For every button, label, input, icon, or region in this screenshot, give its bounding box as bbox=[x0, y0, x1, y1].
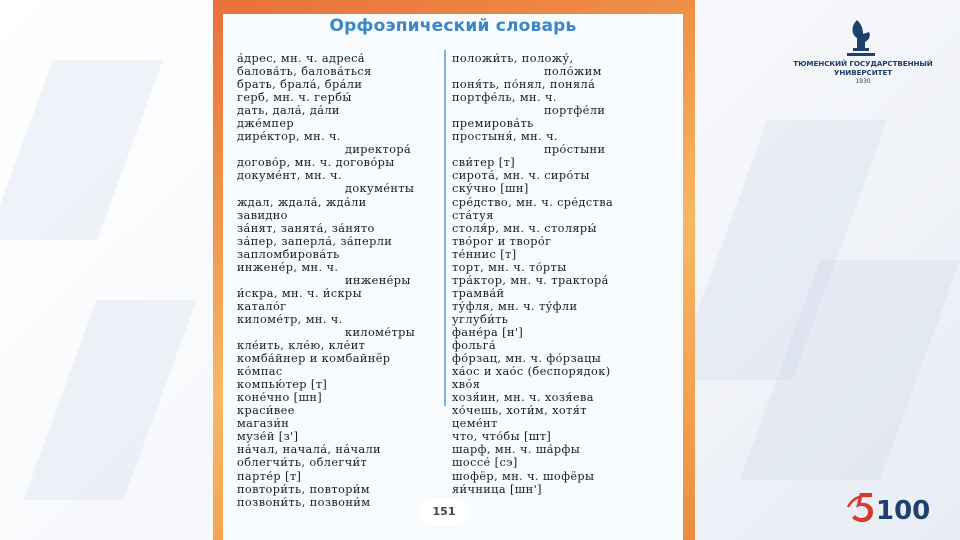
dictionary-entry: трамва́й bbox=[452, 286, 505, 300]
dictionary-entry: запломбирова́ть bbox=[237, 247, 340, 261]
dictionary-entry: поня́ть, по́нял, поняла́ bbox=[452, 78, 596, 92]
dictionary-entry: сре́дство, мн. ч. сре́дства bbox=[452, 195, 614, 209]
dictionary-entry: ста́туя bbox=[452, 208, 494, 222]
dictionary-entry: магази́н bbox=[237, 417, 290, 431]
dictionary-entry: на́чал, начала́, на́чали bbox=[237, 443, 381, 457]
dictionary-entry: ко́мпас bbox=[237, 365, 283, 379]
dictionary-entry: шоссе́ [сэ] bbox=[452, 456, 518, 470]
dictionary-entry: балова́ть, балова́ться bbox=[237, 65, 372, 79]
dictionary-entry: догово́р, мн. ч. догово́ры bbox=[237, 156, 395, 170]
dictionary-entry: те́ннис [т] bbox=[452, 247, 517, 261]
dictionary-entry: фане́ра [н'] bbox=[452, 325, 524, 339]
dictionary-entry: дже́мпер bbox=[237, 117, 295, 131]
dictionary-entry: катало́г bbox=[237, 299, 287, 313]
dictionary-entry: шофёр, мн. ч. шофёры bbox=[452, 469, 595, 483]
dictionary-entry: яи́чница [шн'] bbox=[452, 482, 542, 496]
dictionary-entry: компью́тер [т] bbox=[237, 378, 328, 392]
dictionary-entry: хозя́ин, мн. ч. хозя́ева bbox=[452, 391, 594, 405]
dictionary-entry: киломе́тр, мн. ч. bbox=[237, 312, 343, 326]
dictionary-entry: цеме́нт bbox=[452, 417, 498, 431]
dictionary-entry: докуме́нты bbox=[345, 182, 415, 196]
dictionary-entry: портфе́ли bbox=[544, 104, 606, 118]
dictionary-entry: ту́фля, мн. ч. ту́фли bbox=[452, 299, 578, 313]
dictionary-entry: столя́р, мн. ч. столяры́ bbox=[452, 221, 597, 235]
dictionary-entry: киломе́тры bbox=[345, 325, 416, 339]
university-name-line2: УНИВЕРСИТЕТ bbox=[833, 67, 893, 77]
dictionary-entry: простыня́, мн. ч. bbox=[452, 130, 558, 144]
dictionary-entry: ску́чно [шн] bbox=[452, 182, 529, 196]
dictionary-entry: тво́рог и творо́г bbox=[452, 234, 552, 248]
dictionary-entry: премирова́ть bbox=[452, 117, 534, 131]
dictionary-entry: дать, дала́, да́ли bbox=[237, 104, 340, 118]
dictionary-entry: комба́йнер и комбайнёр bbox=[237, 352, 391, 366]
dictionary-entry: краси́вее bbox=[237, 404, 295, 418]
dictionary-entry: хо́чешь, хоти́м, хотя́т bbox=[452, 404, 587, 418]
dictionary-entry: тра́ктор, мн. ч. трактора́ bbox=[452, 273, 609, 287]
dictionary-entry: сви́тер [т] bbox=[452, 156, 516, 170]
dictionary-entry: ха́ос и хао́с (беспорядок) bbox=[452, 365, 611, 379]
dictionary-entry: и́скра, мн. ч. и́скры bbox=[237, 286, 362, 300]
dictionary-entry: герб, мн. ч. гербы́ bbox=[237, 91, 352, 105]
dictionary-entry: облегчи́ть, облегчи́т bbox=[237, 456, 368, 470]
dictionary-entry: за́пер, заперла́, за́перли bbox=[237, 234, 393, 248]
dictionary-entry: сирота́, мн. ч. сиро́ты bbox=[452, 169, 590, 183]
dictionary-entry: парте́р [т] bbox=[237, 469, 302, 483]
dictionary-entry: про́стыни bbox=[544, 143, 606, 157]
dictionary-entry: повтори́ть, повтори́м bbox=[237, 482, 370, 496]
textbook-page-scan bbox=[213, 0, 695, 540]
badge-text: 100 bbox=[876, 496, 931, 526]
5-100-program-icon bbox=[846, 487, 934, 527]
left-word-column bbox=[237, 52, 449, 509]
dictionary-entry: докуме́нт, мн. ч. bbox=[237, 169, 342, 183]
dictionary-entry: музе́й [з'] bbox=[237, 430, 299, 444]
dictionary-entry: брать, брала́, бра́ли bbox=[237, 78, 363, 92]
dictionary-entry: портфе́ль, мн. ч. bbox=[452, 91, 557, 105]
dictionary-entry: углуби́ть bbox=[452, 312, 509, 326]
right-word-column bbox=[452, 52, 664, 496]
dictionary-entry: поло́жим bbox=[544, 65, 602, 79]
dictionary-entry: а́дрес, мн. ч. адреса́ bbox=[237, 52, 365, 65]
dictionary-page bbox=[223, 14, 683, 540]
dictionary-entry: шарф, мн. ч. ша́рфы bbox=[452, 443, 581, 457]
university-name bbox=[783, 60, 943, 77]
dictionary-entry: инжене́р, мн. ч. bbox=[237, 260, 339, 274]
university-name-line1: ТЮМЕНСКИЙ ГОСУДАРСТВЕННЫЙ bbox=[793, 59, 933, 68]
dictionary-entry: завидно bbox=[237, 208, 288, 222]
page-title: Орфоэпический словарь bbox=[329, 16, 577, 36]
dictionary-entry: за́нят, занята́, за́нято bbox=[237, 221, 375, 235]
dictionary-entry: торт, мн. ч. то́рты bbox=[452, 260, 567, 274]
dictionary-entry: кле́ить, кле́ю, кле́ит bbox=[237, 339, 366, 353]
university-emblem-icon bbox=[843, 18, 879, 58]
university-logo bbox=[783, 18, 943, 90]
dictionary-entry: ждал, ждала́, жда́ли bbox=[237, 195, 367, 209]
dictionary-entry: положи́ть, положу́, bbox=[452, 52, 574, 65]
dictionary-entry: коне́чно [шн] bbox=[237, 391, 323, 405]
university-year: 1930 bbox=[855, 78, 871, 85]
dictionary-entry: фо́рзац, мн. ч. фо́рзацы bbox=[452, 352, 602, 366]
dictionary-entry: дире́ктор, мн. ч. bbox=[237, 130, 341, 144]
dictionary-entry: директора́ bbox=[345, 143, 412, 157]
dictionary-entry: позвони́ть, позвони́м bbox=[237, 495, 371, 509]
dictionary-entry: хво́я bbox=[452, 378, 481, 392]
page-number: 151 bbox=[419, 498, 469, 526]
dictionary-entry: фольга́ bbox=[452, 339, 497, 353]
dictionary-entry: инжене́ры bbox=[345, 273, 411, 287]
dictionary-entry: что, что́бы [шт] bbox=[452, 430, 552, 444]
